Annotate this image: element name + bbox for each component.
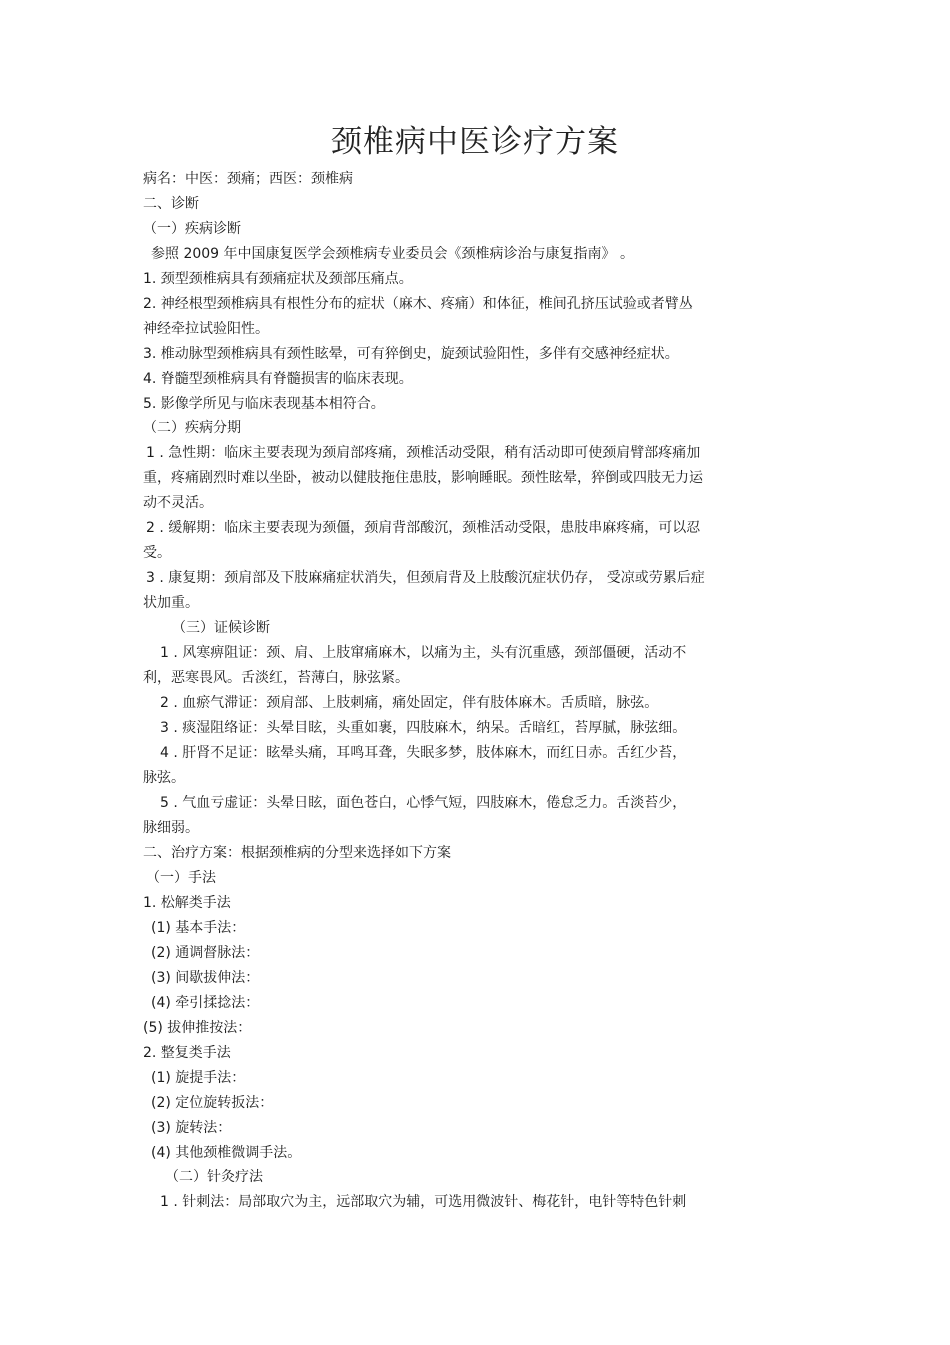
text-line: 4. 脊髓型颈椎病具有脊髓损害的临床表现。 xyxy=(143,371,413,387)
text-line: 神经牵拉试验阳性。 xyxy=(143,321,269,337)
list-item: (3) 旋转法： xyxy=(151,1120,232,1136)
section-heading: 二、治疗方案：根据颈椎病的分型来选择如下方案 xyxy=(143,845,451,861)
list-item: (2) 定位旋转扳法： xyxy=(151,1095,274,1111)
text-line: 受。 xyxy=(143,545,171,561)
text-line: 病名：中医：颈痛；西医：颈椎病 xyxy=(143,171,353,187)
subsection-heading: （二）疾病分期 xyxy=(143,420,241,436)
text-line: 5. 影像学所见与临床表现基本相符合。 xyxy=(143,396,385,412)
subsection-heading: （三）证候诊断 xyxy=(172,620,270,636)
subsection-heading: （一）手法 xyxy=(146,870,216,886)
text-line: 4 . 肝肾不足证：眩晕头痛，耳鸣耳聋，失眠多梦，肢体麻木，而红日赤。舌红少苔， xyxy=(160,745,687,761)
text-line: 2 . 缓解期：临床主要表现为颈僵，颈肩背部酸沉，颈椎活动受限，患肢串麻疼痛，可以忍 xyxy=(146,520,701,536)
text-line: 重，疼痛剧烈时难以坐卧，被动以健肢拖住患肢，影响睡眠。颈性眩晕，猝倒或四肢无力运 xyxy=(143,470,703,486)
text-line: 5 . 气血亏虚证：头晕日眩，面色苍白，心悸气短，四肢麻木，倦怠乏力。舌淡苔少， xyxy=(160,795,687,811)
text-line: 3 . 痰湿阻络证：头晕目眩，头重如裹，四肢麻木，纳呆。舌暗红，苔厚腻，脉弦细。 xyxy=(160,720,687,736)
list-item: (2) 通调督脉法： xyxy=(151,945,260,961)
text-line: 2 . 血瘀气滞证：颈肩部、上肢刺痛，痛处固定，伴有肢体麻木。舌质暗，脉弦。 xyxy=(160,695,659,711)
text-line: 1 . 风寒痹阻证：颈、肩、上肢窜痛麻木，以痛为主，头有沉重感，颈部僵硬，活动不 xyxy=(160,645,687,661)
text-line: 参照 2009 年中国康复医学会颈椎病专业委员会《颈椎病诊治与康复指南》 。 xyxy=(151,246,634,262)
text-line: 状加重。 xyxy=(143,595,199,611)
text-line: 动不灵活。 xyxy=(143,495,213,511)
text-line: 3 . 康复期：颈肩部及下肢麻痛症状消失，但颈肩背及上肢酸沉症状仍存， 受凉或劳累后症 xyxy=(146,570,705,586)
subsection-heading: （二）针灸疗法 xyxy=(165,1169,263,1185)
text-line: 脉弦。 xyxy=(143,770,185,786)
text-line: 脉细弱。 xyxy=(143,820,199,836)
list-item: (4) 其他颈椎微调手法。 xyxy=(151,1145,302,1161)
list-item: (1) 基本手法： xyxy=(151,920,246,936)
list-item: (5) 拔伸推按法： xyxy=(143,1020,252,1036)
text-line: 1 . 针刺法：局部取穴为主，远部取穴为辅，可选用微波针、梅花针，电针等特色针刺 xyxy=(160,1194,687,1210)
document-title: 颈椎病中医诊疗方案 xyxy=(331,124,619,160)
list-item: (4) 牵引揉捻法： xyxy=(151,995,260,1011)
section-heading: 二、诊断 xyxy=(143,196,199,212)
text-line: 2. 整复类手法 xyxy=(143,1045,231,1061)
text-line: 利，恶寒畏风。舌淡红，苔薄白，脉弦紧。 xyxy=(143,670,409,686)
list-item: (1) 旋提手法： xyxy=(151,1070,246,1086)
subsection-heading: （一）疾病诊断 xyxy=(143,221,241,237)
text-line: 1. 松解类手法 xyxy=(143,895,231,911)
text-line: 1 . 急性期：临床主要表现为颈肩部疼痛，颈椎活动受限，稍有活动即可使颈肩臂部疼痛加 xyxy=(146,445,701,461)
text-line: 3. 椎动脉型颈椎病具有颈性眩晕，可有猝倒史，旋颈试验阳性，多伴有交感神经症状。 xyxy=(143,346,679,362)
text-line: 1. 颈型颈椎病具有颈痛症状及颈部压痛点。 xyxy=(143,271,413,287)
text-line: 2. 神经根型颈椎病具有根性分布的症状（麻木、疼痛）和体征，椎间孔挤压试验或者臂丛 xyxy=(143,296,693,312)
list-item: (3) 间歇拔伸法： xyxy=(151,970,260,986)
